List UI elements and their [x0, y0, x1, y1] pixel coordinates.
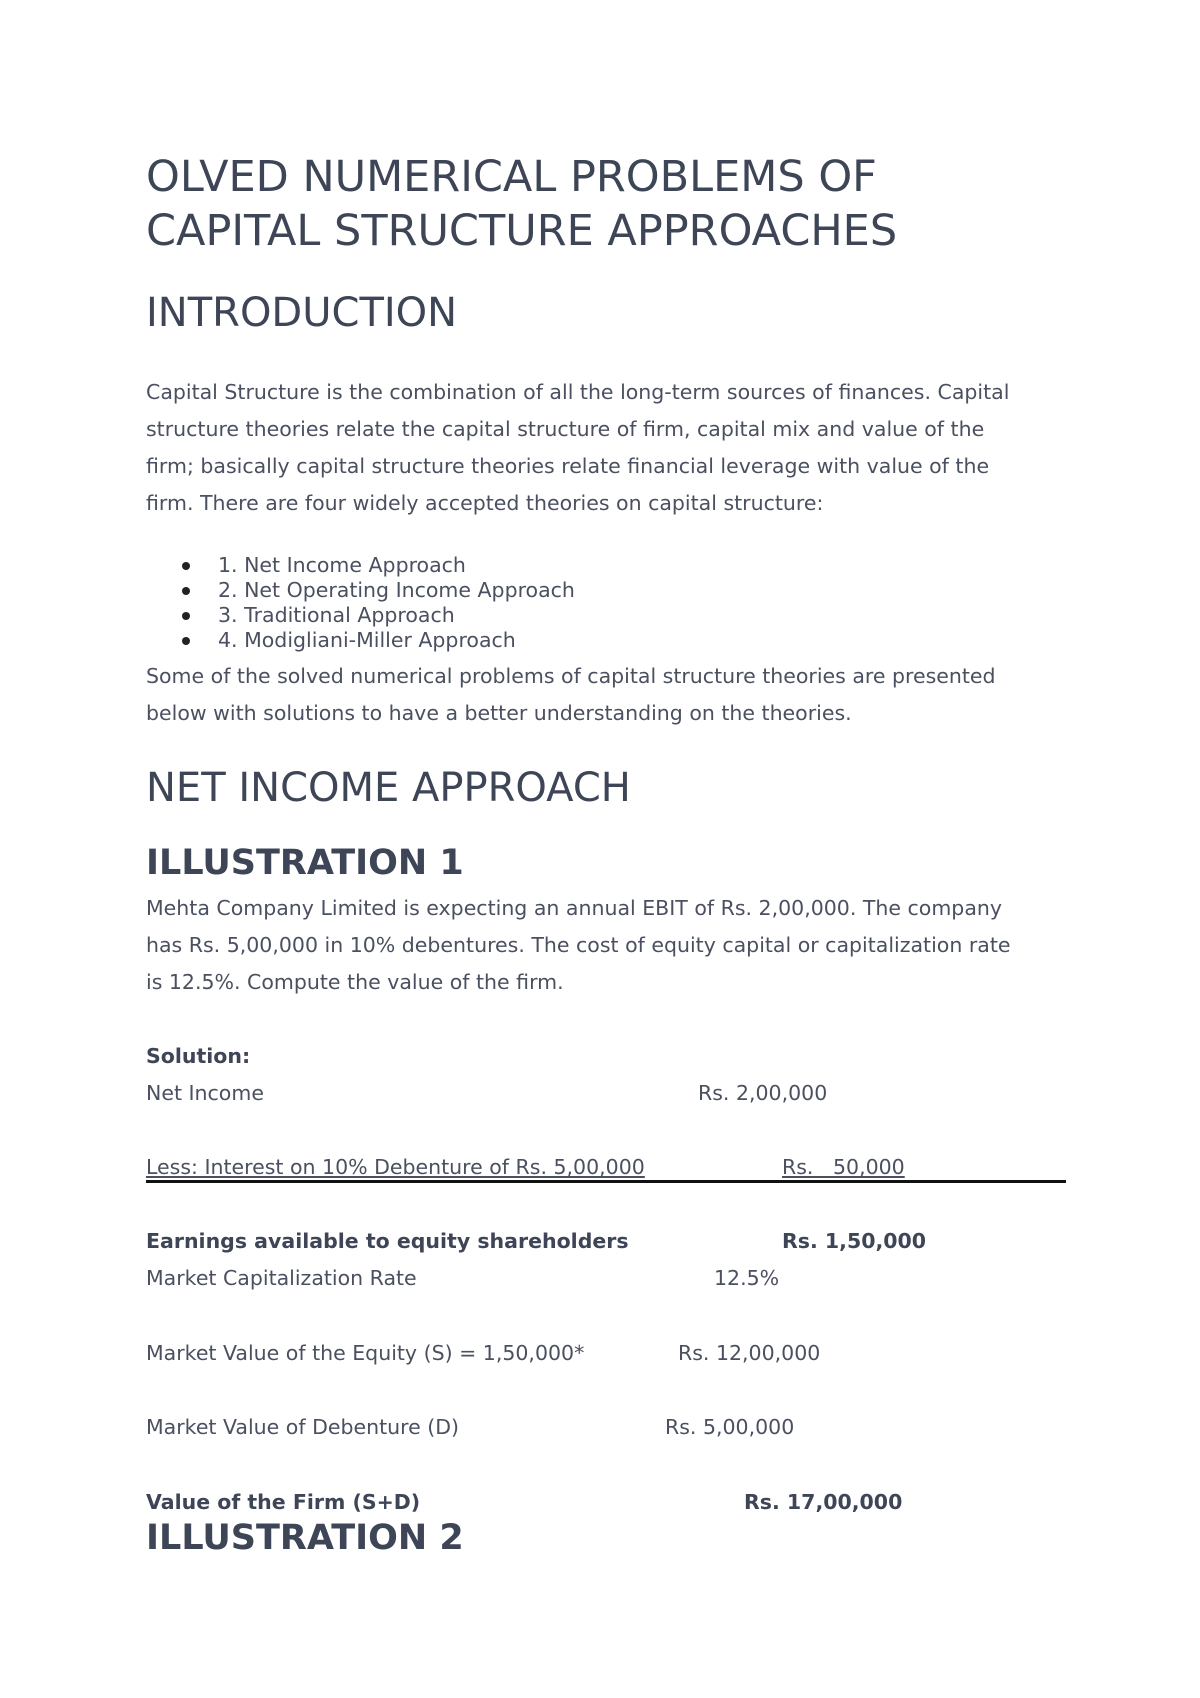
- bullet-icon: [182, 612, 190, 620]
- firm-value-label: Value of the Firm (S+D): [146, 1490, 421, 1514]
- intro-line: Capital Structure is the combination of all the long-term sources of finances. Capital: [146, 380, 1010, 404]
- debenture-value-label: Market Value of Debenture (D): [146, 1415, 460, 1439]
- interest-value: Rs. 50,000: [782, 1155, 905, 1179]
- cap-rate-value: 12.5%: [714, 1266, 780, 1290]
- problem-line: has Rs. 5,00,000 in 10% debentures. The cost of equity capital or capitalization rate: [146, 933, 1011, 957]
- bullet-icon: [182, 562, 190, 570]
- equity-value: Rs. 12,00,000: [678, 1341, 821, 1365]
- earnings-label: Earnings available to equity shareholders: [146, 1229, 629, 1253]
- solution-label: Solution:: [146, 1044, 251, 1068]
- summary-line: below with solutions to have a better understanding on the theories.: [146, 701, 852, 725]
- interest-label: Less: Interest on 10% Debenture of Rs. 5,00,000: [146, 1155, 645, 1179]
- net-income-approach-heading: NET INCOME APPROACH: [146, 765, 631, 811]
- intro-line: structure theories relate the capital structure of firm, capital mix and value of the: [146, 417, 985, 441]
- intro-line: firm; basically capital structure theories relate financial leverage with value of the: [146, 454, 990, 478]
- document-title-line-1: OLVED NUMERICAL PROBLEMS OF: [146, 152, 877, 202]
- problem-line: Mehta Company Limited is expecting an annual EBIT of Rs. 2,00,000. The company: [146, 896, 1003, 920]
- summary-line: Some of the solved numerical problems of capital structure theories are presented: [146, 664, 996, 688]
- net-income-value: Rs. 2,00,000: [698, 1081, 828, 1105]
- earnings-value: Rs. 1,50,000: [782, 1229, 927, 1253]
- illustration-1-problem: [146, 890, 1066, 1001]
- list-item: 4. Modigliani-Miller Approach: [182, 628, 575, 653]
- document-page: [146, 0, 1066, 1698]
- firm-value: Rs. 17,00,000: [744, 1490, 903, 1514]
- intro-paragraph: [146, 374, 1066, 522]
- debenture-value: Rs. 5,00,000: [665, 1415, 795, 1439]
- bullet-icon: [182, 637, 190, 645]
- list-item: 2. Net Operating Income Approach: [182, 578, 575, 603]
- summary-paragraph: [146, 658, 1066, 732]
- illustration-2-heading: ILLUSTRATION 2: [146, 1518, 464, 1558]
- equity-value-label: Market Value of the Equity (S) = 1,50,000*: [146, 1341, 585, 1365]
- cap-rate-label: Market Capitalization Rate: [146, 1266, 417, 1290]
- intro-line: firm. There are four widely accepted theories on capital structure:: [146, 491, 824, 515]
- net-income-label: Net Income: [146, 1081, 264, 1105]
- list-item: 3. Traditional Approach: [182, 603, 575, 628]
- list-item: 1. Net Income Approach: [182, 553, 575, 578]
- bullet-icon: [182, 587, 190, 595]
- illustration-1-heading: ILLUSTRATION 1: [146, 843, 464, 883]
- total-divider: [146, 1180, 1066, 1183]
- introduction-heading: INTRODUCTION: [146, 290, 458, 336]
- theories-list: [182, 553, 575, 653]
- problem-line: is 12.5%. Compute the value of the firm.: [146, 970, 564, 994]
- document-title-line-2: CAPITAL STRUCTURE APPROACHES: [146, 206, 898, 256]
